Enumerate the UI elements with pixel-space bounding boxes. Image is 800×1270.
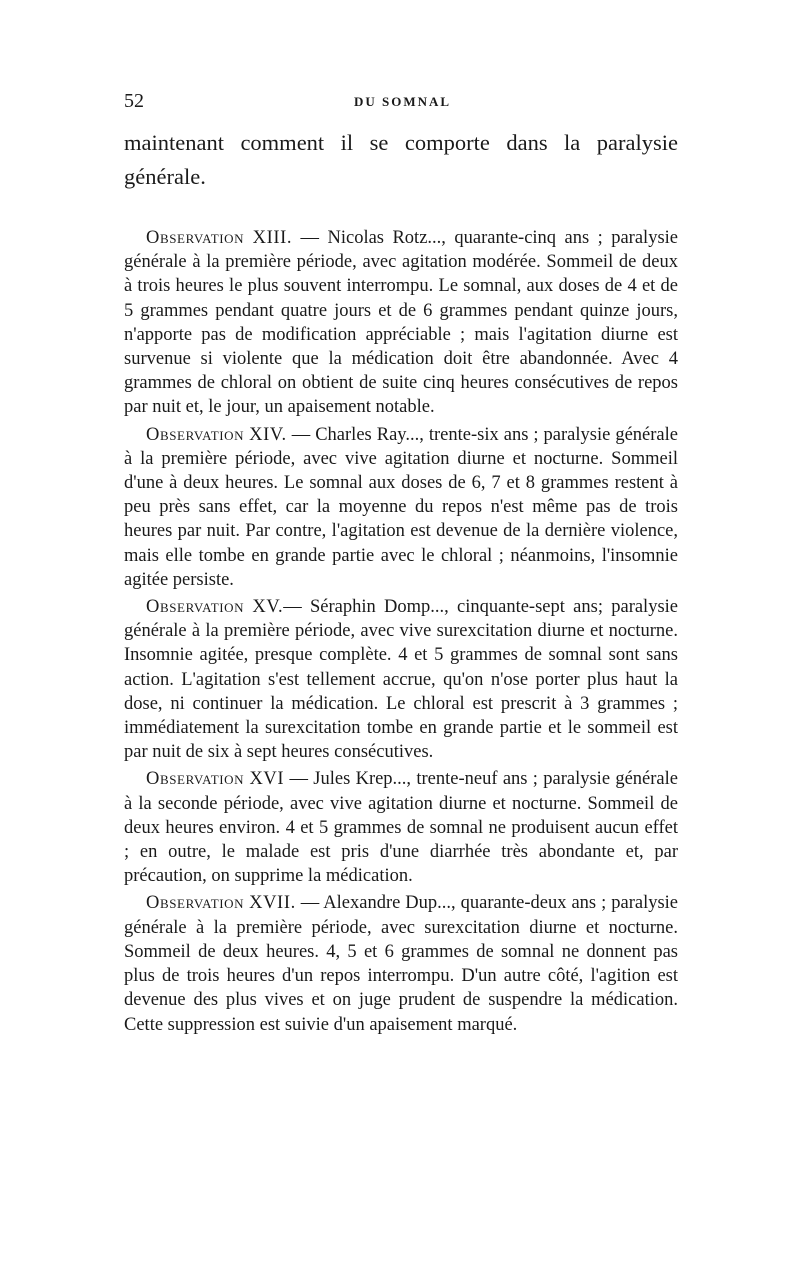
observation-label: Observation: [146, 769, 245, 790]
observation-number: XIII.: [252, 228, 293, 248]
observation-13: [124, 226, 678, 420]
observation-number: XIV.: [249, 424, 287, 445]
observation-14: [124, 423, 678, 592]
intro-paragraph: maintenant comment il se comporte dans la paralysie générale.: [124, 130, 678, 189]
observation-text: — Nicolas Rotz..., quarante-cinq ans ; paralysie générale à la première période, avec agitation modérée. Sommeil de deux à trois heures le plus souvent interrompu. Le somnal, aux doses de 4 et de 5 grammes pendant quatre jours et de 6 grammes pendant quinze jours, n'apporte pas de modification appréciable ; mais l'agitation diurne est survenue si violente que la médication doit être abandonnée. Avec 4 grammes de chloral on obtient de suite cinq heures consécutives de repos par nuit et, le jour, un apaisement notable.: [124, 228, 678, 418]
observation-label: Observation: [146, 893, 245, 914]
observation-15: [124, 595, 678, 764]
observation-number: XVII.: [249, 893, 296, 914]
observation-text: — Charles Ray..., trente-six ans ; paralysie générale à la première période, avec vive agitation diurne et nocturne. Sommeil d'une à deux heures. Le somnal aux doses de 6, 7 et 8 grammes restent à peu près sans effet, car la moyenne du repos n'est même pas de trois heures par nuit. Par contre, l'agitation est devenue de la dernière violence, mais elle tombe en grande partie avec le chloral ; néanmoins, l'insomnie agitée persiste.: [124, 424, 678, 590]
observation-16: [124, 767, 678, 888]
observation-number: XV.: [252, 597, 284, 618]
observation-text: — Jules Krep..., trente-neuf ans ; paralysie générale à la seconde période, avec vive agitation diurne et nocturne. Sommeil de deux heures environ. 4 et 5 grammes de somnal ne produisent aucun effet ; en outre, le malade est pris d'une diarrhée très abondante et, par précaution, on supprime la médication.: [124, 769, 678, 887]
observation-label: Observation: [146, 228, 245, 248]
observation-text: — Alexandre Dup..., quarante-deux ans ; paralysie générale à la première période, avec surexcitation diurne et nocturne. Sommeil de deux heures. 4, 5 et 6 grammes de somnal ne donnent pas plus de trois heures d'un repos interrompu. D'un autre côté, l'agition est devenue des plus vives et on juge prudent de suspendre la médication. Cette suppression est suivie d'un apaisement marqué.: [124, 893, 679, 1035]
observation-17: [124, 891, 678, 1036]
observation-label: Observation: [146, 424, 245, 445]
observation-text: — Séraphin Domp..., cinquante-sept ans; paralysie générale à la première période, avec vive surexcitation diurne et nocturne. Insomnie agitée, presque complète. 4 et 5 grammes de somnal sont sans action. L'agitation s'est tellement accrue, qu'on n'ose porter plus haut la dose, ni continuer la médication. Le chloral est prescrit à 3 grammes ; immédiatement la surexcitation tombe en grande partie et le sommeil est par nuit de six à sept heures consécutives.: [124, 597, 679, 763]
page-number: 52: [124, 90, 144, 112]
running-title: DU SOMNAL: [354, 94, 452, 109]
running-head: [124, 90, 678, 120]
observation-number: XVI: [249, 769, 285, 790]
observations-list: [124, 226, 678, 1040]
observation-label: Observation: [146, 597, 245, 618]
